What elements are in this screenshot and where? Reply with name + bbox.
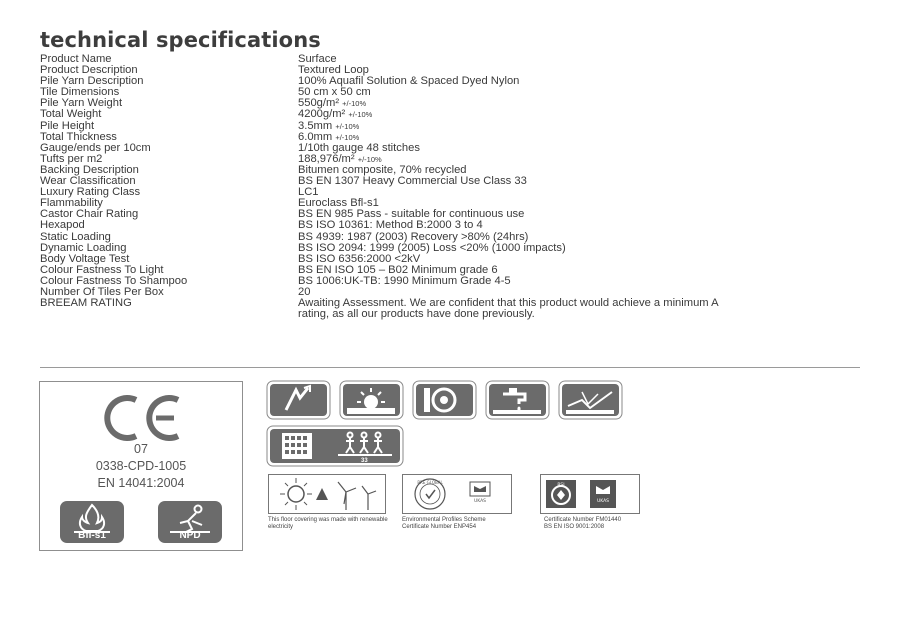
spec-row (40, 54, 760, 65)
spec-label: Dynamic Loading (40, 241, 127, 254)
spec-row (40, 98, 760, 109)
spec-tolerance: +/-10% (335, 121, 360, 131)
spec-label: Hexapod (40, 219, 85, 232)
npd-badge (158, 501, 222, 543)
page-title: technical specifications (40, 28, 321, 52)
spec-value-text: 1/10th gauge 48 stitches (298, 141, 420, 154)
spec-value-text: 188,976/m² (298, 152, 355, 165)
spec-value (298, 98, 738, 109)
spec-value-text: BS 4939: 1987 (2003) Recovery >80% (24hrs) (298, 230, 529, 243)
spec-label: Wear Classification (40, 175, 136, 188)
spec-label: Colour Fastness To Light (40, 263, 164, 276)
spec-label: Castor Chair Rating (40, 208, 139, 221)
spec-tolerance: +/-10% (335, 132, 360, 142)
bsi-caption (544, 517, 674, 531)
spec-value-text: 6.0mm (298, 130, 333, 143)
commercial-use-class-icon (266, 425, 404, 467)
commercial-building-icon (282, 433, 312, 459)
spec-value-text: BS ISO 2094: 1999 (2005) Loss <20% (1000 impacts) (298, 241, 566, 254)
ukas-text: UKAS (596, 499, 610, 504)
spec-label: Colour Fastness To Shampoo (40, 274, 188, 287)
spec-value-text: 100% Aquafil Solution & Spaced Dyed Nylon (298, 75, 520, 88)
spec-label: Product Name (40, 53, 112, 65)
env-caption (402, 517, 532, 531)
spec-value (298, 143, 738, 154)
spec-label: Total Weight (40, 108, 102, 121)
ce-year: 07 (134, 442, 148, 456)
spec-label: Static Loading (40, 230, 111, 243)
spec-value-text: BS ISO 6356:2000 <2kV (298, 252, 421, 265)
ce-cpd-number: 0338-CPD-1005 (95, 459, 187, 473)
section-divider (40, 367, 860, 368)
spec-value-text: 20 (298, 285, 311, 298)
underfloor-heating-icon (412, 380, 477, 420)
ukas-text: UKAS (473, 499, 487, 504)
renewable-caption: This floor covering was made with renewable electricity (268, 517, 388, 530)
env-caption-line1: Environmental Profiles Scheme (402, 517, 486, 523)
spec-value-text: BS EN 1307 Heavy Commercial Use Class 33 (298, 175, 527, 188)
spec-row (40, 176, 760, 187)
spec-row (40, 109, 760, 120)
spec-value-text: 50 cm x 50 cm (298, 86, 371, 99)
environmental-profile-logo (402, 474, 512, 514)
renewable-electricity-logo (268, 474, 386, 514)
spec-value-text: BS ISO 10361: Method B:2000 3 to 4 (298, 219, 483, 232)
fire-rating-badge (60, 501, 124, 543)
bsi-certification-logo (540, 474, 640, 514)
spec-tolerance: +/-10% (342, 99, 367, 109)
spec-label: Gauge/ends per 10cm (40, 141, 151, 154)
spec-row (40, 298, 760, 320)
spec-value-text: Awaiting Assessment. We are confident that this product would achieve a minimum A rating, as all our products have done previously. (298, 297, 718, 321)
ce-standard: EN 14041:2004 (97, 476, 185, 490)
spec-row (40, 121, 760, 132)
spec-label: BREEAM RATING (40, 297, 132, 310)
spec-row (40, 76, 760, 87)
spec-label: Product Description (40, 64, 138, 77)
npd-label: NPD (179, 530, 201, 541)
castor-chair-icon (266, 380, 331, 420)
spec-value (298, 87, 738, 98)
spec-label: Tufts per m2 (40, 152, 103, 165)
spec-value-text: Textured Loop (298, 64, 369, 77)
spec-value-text: 4200g/m² (298, 108, 346, 121)
bre-seal-text: BRE GLOBAL (417, 480, 443, 485)
spec-label: Luxury Rating Class (40, 186, 141, 199)
spec-value (298, 176, 738, 187)
spec-value-text: Surface (298, 53, 337, 65)
spec-tolerance: +/-10% (348, 110, 373, 120)
spec-label: Body Voltage Test (40, 252, 130, 265)
spec-value-text: BS 1006:UK-TB: 1990 Minimum Grade 4-5 (298, 274, 511, 287)
class-number: 33 (361, 458, 368, 464)
spec-row (40, 143, 760, 154)
spec-value-text: 550g/m² (298, 97, 340, 110)
shampoo-icon (485, 380, 550, 420)
ce-mark-icon (100, 394, 186, 442)
spec-label: Backing Description (40, 163, 139, 176)
stair-icon (558, 380, 623, 420)
spec-value-text: Euroclass Bfl-s1 (298, 197, 379, 210)
spec-value-text: LC1 (298, 186, 319, 199)
bsi-kitemark-icon (546, 480, 576, 508)
spec-row (40, 87, 760, 98)
spec-value-text: BS EN 985 Pass - suitable for continuous use (298, 208, 525, 221)
spec-value (298, 298, 738, 320)
spec-label: Total Thickness (40, 130, 117, 143)
env-caption-line2: Certificate Number ENP454 (402, 524, 477, 530)
spec-value (298, 121, 738, 132)
spec-value (298, 276, 738, 287)
spec-value-text: 3.5mm (298, 119, 333, 132)
spec-label: Pile Yarn Weight (40, 97, 123, 110)
spec-value-text: BS EN ISO 105 – B02 Minimum grade 6 (298, 263, 498, 276)
bsi-caption-line1: Certificate Number FM01440 (544, 517, 622, 523)
spec-value-text: Bitumen composite, 70% recycled (298, 163, 467, 176)
spec-label: Pile Height (40, 119, 95, 132)
spec-value (298, 109, 738, 120)
bsi-text: BSI (557, 483, 565, 488)
spec-row (40, 187, 760, 198)
spec-tolerance: +/-10% (357, 154, 382, 164)
spec-label: Number Of Tiles Per Box (40, 285, 164, 298)
fire-rating-label: Bfl-s1 (78, 530, 106, 541)
spec-label: Pile Yarn Description (40, 75, 144, 88)
bsi-caption-line2: BS EN ISO 9001:2008 (544, 524, 605, 530)
spec-label: Flammability (40, 197, 103, 210)
spec-table (40, 54, 760, 320)
ukas-crown-icon (590, 480, 616, 508)
spec-label: Tile Dimensions (40, 86, 120, 99)
ce-certification-panel (39, 381, 243, 551)
light-fastness-icon (339, 380, 404, 420)
